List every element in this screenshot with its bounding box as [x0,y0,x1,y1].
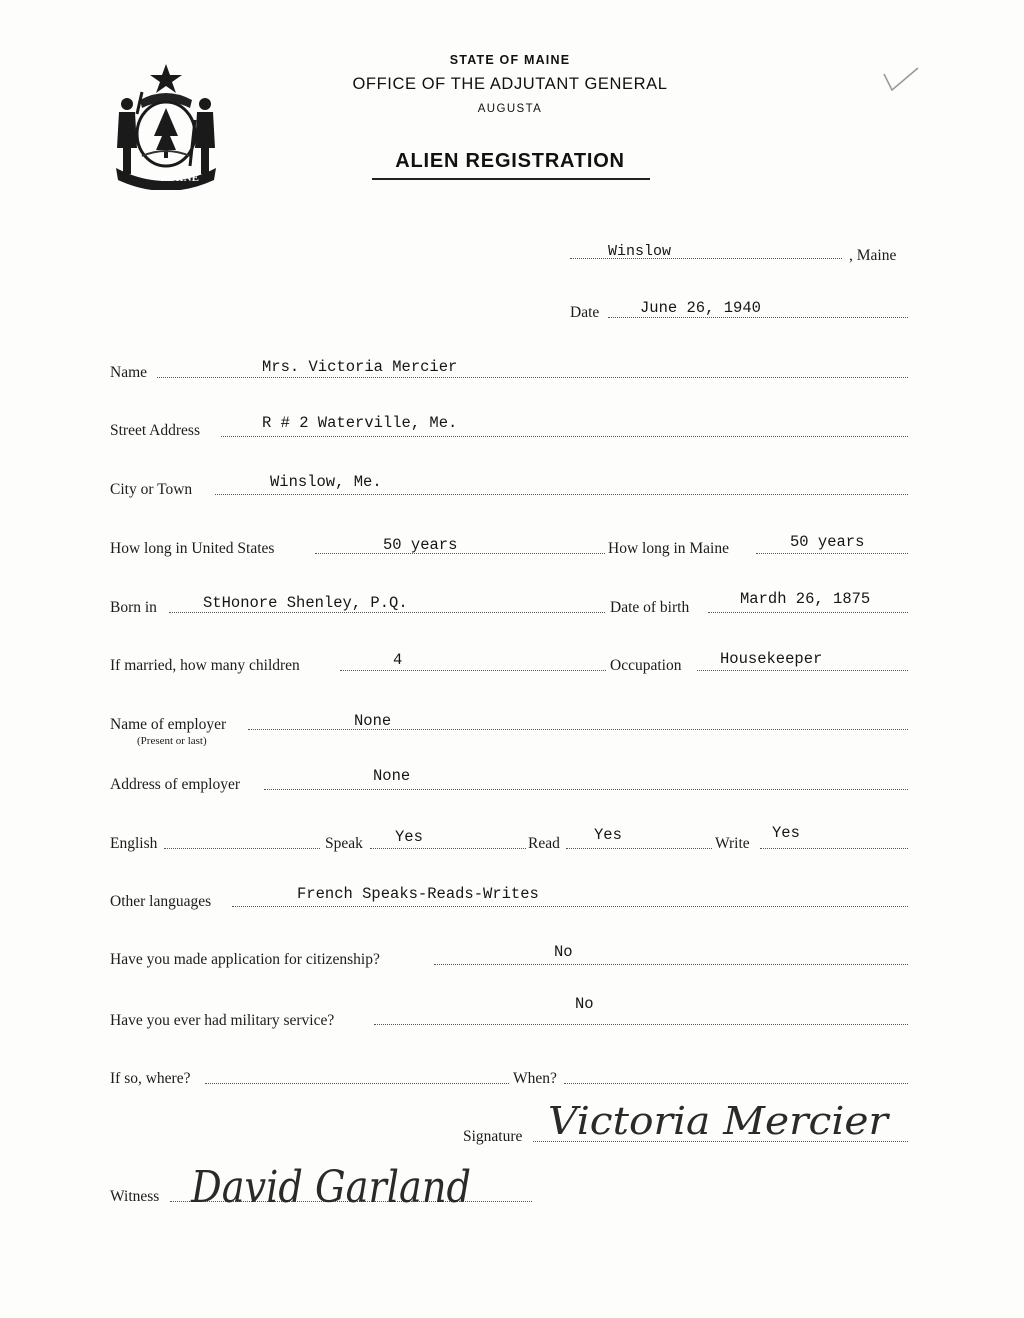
read-line [566,848,712,849]
us-time-line [315,553,605,554]
when-line [564,1083,908,1084]
born-in-label: Born in [110,599,157,616]
name-value: Mrs. Victoria Mercier [262,358,458,376]
occupation-line [697,670,908,671]
city-line [215,494,908,495]
city-value: Winslow, Me. [270,473,382,491]
write-value: Yes [772,824,800,842]
signature-label: Signature [463,1128,523,1145]
children-label: If married, how many children [110,657,300,674]
occupation-value: Housekeeper [720,650,823,668]
maine-time-value: 50 years [790,533,865,551]
speak-label: Speak [325,835,363,852]
checkmark-icon [880,64,922,94]
city-heading: AUGUSTA [477,103,543,115]
write-line [760,848,908,849]
street-label: Street Address [110,422,200,439]
city-label: City or Town [110,481,193,498]
dob-line [708,612,908,613]
town-value: Winslow [608,243,672,260]
dob-label: Date of birth [610,599,690,616]
maine-time-label: How long in Maine [608,540,729,557]
occupation-label: Occupation [610,657,682,674]
date-value: June 26, 1940 [640,299,761,317]
state-heading: STATE OF MAINE [449,53,571,67]
employer-address-value: None [373,767,411,785]
when-label: When? [513,1070,557,1087]
where-label: If so, where? [110,1070,191,1087]
employer-sublabel: (Present or last) [137,735,207,747]
born-in-line [169,612,605,613]
speak-value: Yes [395,828,423,846]
read-value: Yes [594,826,622,844]
other-languages-value: French Speaks-Reads-Writes [297,885,539,903]
witness-signature [185,1140,485,1230]
date-line [608,317,908,318]
applicant-signature [540,1088,900,1152]
where-line [205,1083,509,1084]
employer-label: Name of employer [110,716,227,733]
children-line [340,670,606,671]
citizenship-label: Have you made application for citizenship? [110,951,380,968]
svg-text:David Garland: David Garland [190,1162,471,1213]
name-label: Name [110,364,148,381]
seal-banner [150,166,210,188]
form-title: ALIEN REGISTRATION [395,150,625,172]
us-time-value: 50 years [383,536,458,554]
street-value: R # 2 Waterville, Me. [262,414,458,432]
employer-line [248,729,908,730]
maine-suffix: , Maine [849,247,897,264]
svg-text:Victoria Mercier: Victoria Mercier [548,1099,892,1143]
dob-value: Mardh 26, 1875 [740,590,871,608]
children-value: 4 [393,651,403,669]
us-time-label: How long in United States [110,540,275,557]
english-line [164,848,320,849]
employer-address-line [264,789,908,790]
military-label: Have you ever had military service? [110,1012,335,1029]
write-label: Write [715,835,750,852]
speak-line [370,848,526,849]
name-line [157,377,908,378]
military-line [374,1024,908,1025]
witness-label: Witness [110,1188,160,1205]
military-value: No [575,995,594,1013]
date-label: Date [570,304,600,321]
seal-banner-text: MAINE [161,172,199,184]
maine-time-line [756,553,908,554]
other-languages-line [232,906,908,907]
title-underline [372,178,650,180]
other-languages-label: Other languages [110,893,212,910]
street-line [221,436,908,437]
employer-value: None [354,712,392,730]
employer-address-label: Address of employer [110,776,240,793]
read-label: Read [528,835,560,852]
born-in-value: StHonore Shenley, P.Q. [203,594,408,612]
citizenship-line [434,964,908,965]
english-label: English [110,835,158,852]
office-heading: OFFICE OF THE ADJUTANT GENERAL [352,75,668,93]
citizenship-value: No [554,943,573,961]
